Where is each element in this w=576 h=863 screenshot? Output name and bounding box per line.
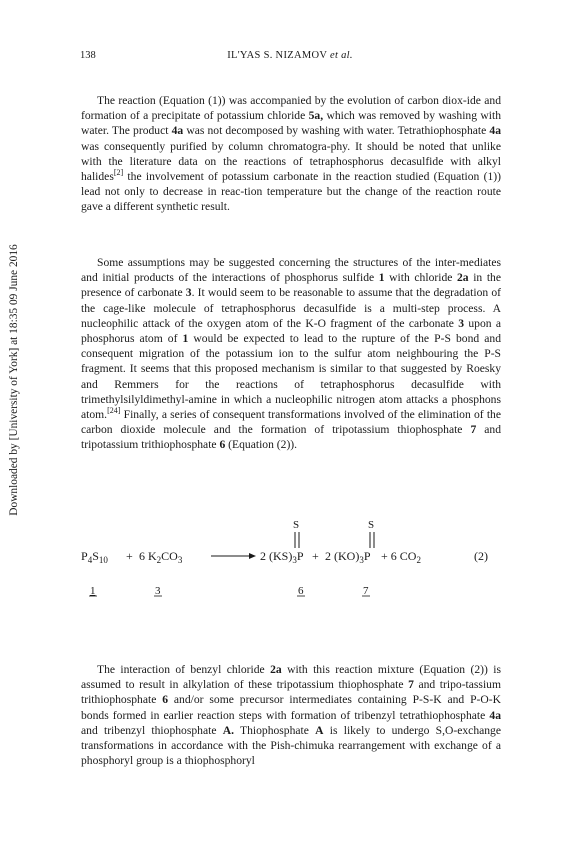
page-header	[80, 50, 500, 66]
compound-ref: 6	[219, 438, 226, 452]
compound-ref: 4a	[171, 124, 184, 138]
text-run: Finally, a series of consequent transformations involved of the elimination of the carbon dioxide molecule and the formation of tripotassium thiophosphate	[81, 408, 501, 437]
text-run: was not decomposed by washing with water. Tetrathiophosphate	[183, 124, 490, 138]
compound-ref: 1	[378, 271, 385, 285]
compound-ref: 7	[470, 423, 477, 437]
text-run: upon a phosphorus atom of	[81, 316, 501, 346]
citation-ref: [2]	[113, 168, 124, 178]
text-run: Some assumptions may be suggested concerning the structures of the inter-mediates and initial products of the interactions of phosphorus sulfide	[81, 256, 501, 285]
text-run: the involvement of potassium carbonate in the reaction studied (Equation (1)) lead not only to decrease in reac-tion temperature but the change of the reaction route gave a different synthetic result.	[81, 170, 501, 214]
compound-ref: 4a	[489, 708, 501, 722]
reactant-p4s10: $P_4S_{10}$	[81, 549, 108, 565]
download-watermark	[6, 150, 22, 610]
compound-ref: A	[315, 723, 324, 737]
double-bond-sulfur-1: S	[293, 519, 300, 531]
compound-ref: 7	[408, 678, 414, 692]
text-run: Thiophosphate	[233, 723, 316, 737]
paragraph-3	[81, 662, 501, 768]
compound-ref: 6	[162, 693, 169, 707]
product-ko3p: 2 $(KO)_3P$	[325, 549, 371, 565]
text-run: and tripotassium trithiophosphate	[81, 423, 502, 452]
text-run: and/or some precursor intermediates containing P-S-K and P-O-K bonds formed in earlier reaction steps with formation of tribenzyl tetrathiophosphate	[81, 693, 501, 722]
text-run: which was removed by washing with water. The product	[81, 109, 501, 138]
running-head-etal: et al.	[330, 50, 353, 61]
compound-ref: 1	[182, 332, 189, 346]
text-run: was consequently purified by column chromatogra-phy. It should be noted that unlike with the literature data on the reactions of tetraphosphorus decasulfide with alkyl halides	[81, 139, 501, 184]
reaction-equation-2	[81, 508, 501, 608]
compound-ref: A.	[222, 723, 234, 737]
text-run: with this reaction mixture (Equation (2)) is assumed to result in alkylation of these tripotassium thiophosphate	[81, 663, 501, 692]
label-compound-7: 7	[363, 585, 369, 597]
paragraph-2	[81, 255, 501, 453]
compound-ref: 3	[185, 286, 192, 300]
text-run: is likely to undergo S,O-exchange transformations in accordance with the Pish-chimuka rearrangement with exchange of a phosphoryl group is a thiophosphoryl	[81, 723, 501, 768]
text-run: and tribenzyl thiophosphate	[81, 723, 223, 737]
product-ks3p: 2 $(KS)_3P$	[260, 549, 304, 565]
double-bond-2	[370, 532, 374, 548]
citation-ref: [24]	[107, 406, 121, 416]
label-compound-3: 3	[155, 585, 161, 597]
text-run: The interaction of benzyl chloride	[97, 663, 271, 676]
reaction-arrow	[211, 553, 256, 559]
plus-sign: +	[126, 549, 133, 563]
compound-ref: 2a	[270, 663, 282, 676]
running-head-author: IL'YAS S. NIZAMOV	[227, 50, 328, 61]
text-run: . It would seem to be reasonable to assume that the degradation of the cage-like molecule of tetraphosphorus decasulfide is a multi-step process. A nucleophilic attack of the oxygen atom of the K-O fragment of the carbonate	[81, 286, 501, 330]
download-watermark-text: Downloaded by [University of York] at 18:35 09 June 2016	[8, 244, 20, 516]
text-run: in the presence of carbonate	[81, 271, 501, 300]
text-run: and tripo-tassium trithiophosphate	[81, 678, 501, 707]
compound-ref: 2a	[457, 271, 469, 285]
plus-sign: +	[312, 549, 319, 563]
running-head	[80, 50, 500, 61]
paragraph-1	[81, 93, 501, 215]
reactant-k2co3: 6 $K_2CO_3$	[139, 549, 183, 565]
equation-number: (2)	[474, 549, 488, 563]
compound-labels	[89, 585, 370, 597]
label-compound-6: 6	[298, 585, 304, 597]
product-co2: + 6 $CO_2$	[381, 549, 421, 565]
label-compound-1: 1	[90, 585, 96, 597]
compound-ref: 5a,	[308, 109, 324, 123]
double-bond-sulfur-2: S	[368, 519, 375, 531]
double-bond-1	[295, 532, 299, 548]
text-run: with chloride	[384, 271, 457, 285]
text-run: The reaction (Equation (1)) was accompanied by the evolution of carbon diox-ide and formation of a precipitate of potassium chloride	[81, 94, 501, 123]
compound-ref: 3	[458, 316, 465, 330]
text-run: would be expected to lead to the rupture of the P-S bond and consequent migration of the potassium ion to the sulfur atom neighbouring the P-S fragment. It seems that this proposed mechanism is similar to that suggested by Roesky and Remmers for the reactions of tetraphosphorus decasulfide with trimethylsilyldimethyl-amine in which a nucleophilic nitrogen atom attacks a phosphons atom.	[81, 332, 502, 422]
text-run: (Equation (2)).	[225, 438, 298, 452]
compound-ref: 4a	[489, 124, 502, 138]
page-number: 138	[80, 50, 96, 61]
